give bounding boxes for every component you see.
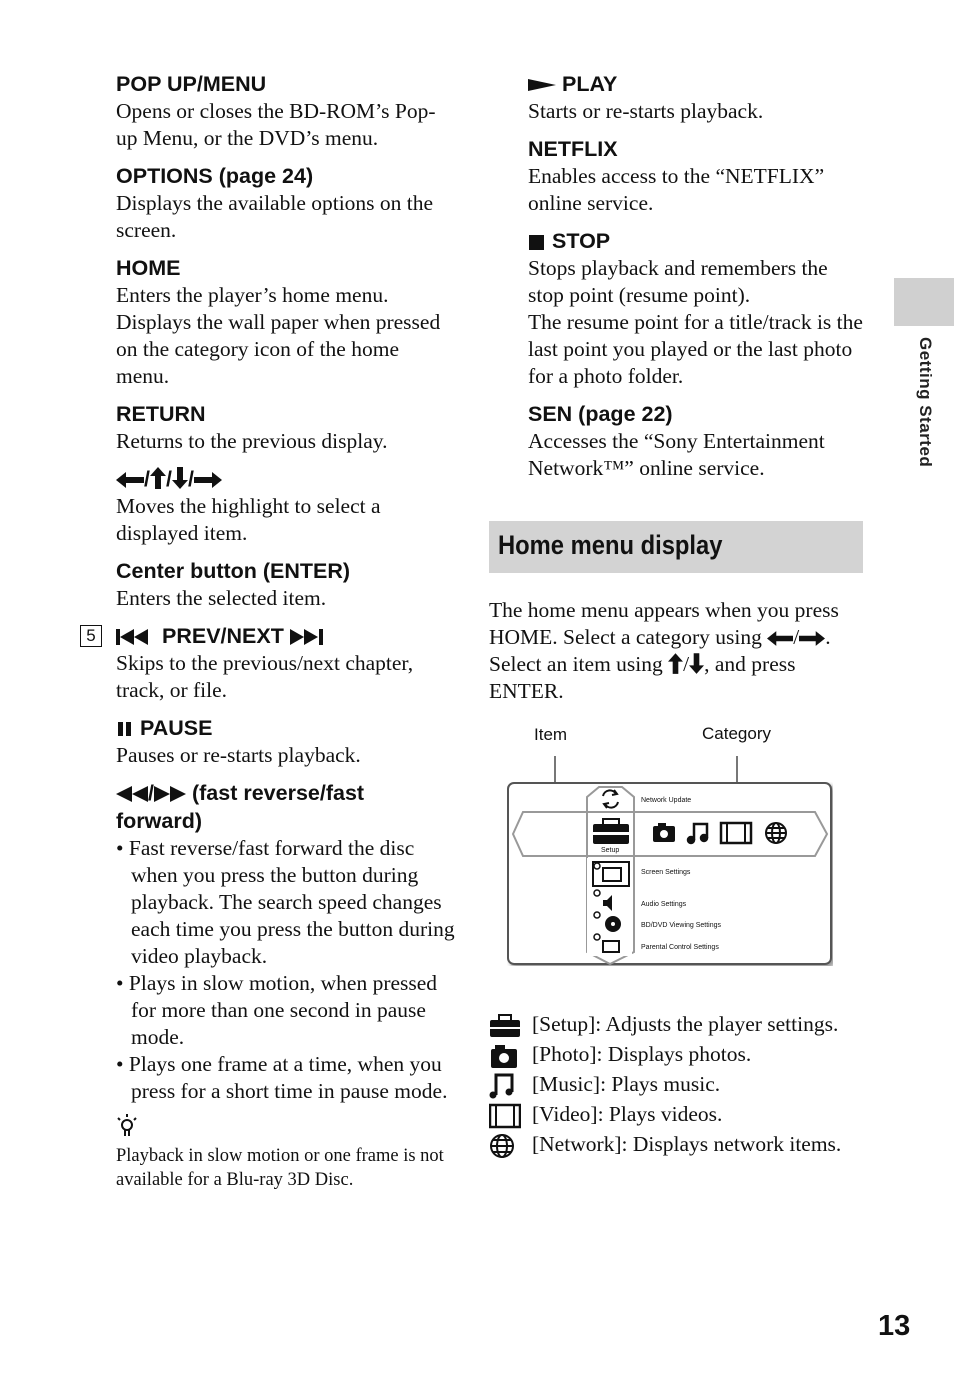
options-heading: OPTIONS (page 24) bbox=[116, 164, 314, 188]
category-text: [Photo]: Displays photos. bbox=[532, 1042, 752, 1066]
section-intro: The home menu appears when you press HOME. Select a category using / . Select an item using / , and press ENTER. bbox=[489, 598, 839, 703]
list-item: • Fast reverse/fast forward the disc when you press the button during playback. The search speed changes each time you press the button during video playback. bbox=[116, 836, 455, 968]
sen-heading: SEN (page 22) bbox=[528, 402, 673, 426]
arrow-left-icon bbox=[116, 471, 144, 489]
right-column bbox=[528, 70, 868, 486]
play-icon bbox=[528, 76, 556, 94]
menu-item-label: BD/DVD Viewing Settings bbox=[641, 922, 722, 929]
list-item bbox=[489, 1010, 889, 1040]
stop-text-1: Stops playback and remembers the stop point (resume point). bbox=[528, 256, 828, 307]
arrow-right-icon bbox=[799, 630, 825, 647]
popup-menu-text: Opens or closes the BD-ROM’s Pop-up Menu, or the DVD’s menu. bbox=[116, 99, 436, 150]
stop-heading bbox=[528, 227, 868, 255]
home-menu-diagram bbox=[507, 782, 833, 966]
film-icon bbox=[489, 1103, 521, 1129]
globe-icon bbox=[489, 1133, 521, 1159]
list-item bbox=[489, 1130, 889, 1160]
center-button-heading: Center button (ENTER) bbox=[116, 559, 351, 583]
return-heading: RETURN bbox=[116, 402, 206, 426]
sen-text: Accesses the “Sony Entertainment Network™” online service. bbox=[528, 429, 825, 480]
menu-item-label: Parental Control Settings bbox=[641, 944, 719, 951]
stop-icon bbox=[528, 233, 546, 251]
arrow-buttons-text: Moves the highlight to select a displayed item. bbox=[116, 494, 381, 545]
pause-text: Pauses or re-starts playback. bbox=[116, 743, 361, 767]
list-item: • Plays one frame at a time, when you press for a short time in pause mode. bbox=[116, 1052, 448, 1103]
home-text: Enters the player’s home menu. Displays the wall paper when pressed on the category icon of the home menu. bbox=[116, 283, 441, 388]
fast-heading: / (fast reverse/fast forward) bbox=[116, 781, 365, 833]
prev-next-label: PREV/NEXT bbox=[161, 624, 284, 648]
fast-label: (fast reverse/fast forward) bbox=[116, 781, 365, 833]
chapter-tab bbox=[894, 278, 954, 326]
return-text: Returns to the previous display. bbox=[116, 429, 388, 453]
section-title: Home menu display bbox=[498, 530, 723, 560]
chapter-label: Getting Started bbox=[916, 337, 935, 468]
stop-text-2: The resume point for a title/track is the last point you played or the last photo for a photo folder. bbox=[528, 310, 863, 388]
prev-icon bbox=[116, 628, 156, 646]
menu-item-label: Audio Settings bbox=[641, 901, 687, 908]
list-item bbox=[489, 1040, 889, 1070]
category-text: [Setup]: Adjusts the player settings. bbox=[532, 1012, 839, 1036]
prev-next-text: Skips to the previous/next chapter, track, or file. bbox=[116, 651, 414, 702]
list-item: • Plays in slow motion, when pressed for more than one second in pause mode. bbox=[116, 971, 438, 1049]
category-text: [Network]: Displays network items. bbox=[532, 1132, 842, 1156]
fast-forward-icon bbox=[154, 785, 186, 803]
music-note-icon bbox=[489, 1073, 521, 1099]
pause-label: PAUSE bbox=[139, 716, 213, 740]
left-column bbox=[86, 70, 456, 1192]
toolbox-icon bbox=[489, 1013, 521, 1039]
category-callout-label: Category bbox=[702, 724, 771, 743]
category-text: [Music]: Plays music. bbox=[532, 1072, 721, 1096]
setup-label: Setup bbox=[601, 847, 620, 854]
fast-reverse-icon bbox=[116, 785, 148, 803]
camera-icon bbox=[489, 1043, 521, 1069]
list-item bbox=[489, 1070, 889, 1100]
item-number-5: 5 bbox=[80, 625, 102, 647]
intro-text-1: The home menu appears when you press HOME. Select a category using bbox=[489, 598, 839, 649]
tip-text: Playback in slow motion or one frame is not available for a Blu-ray 3D Disc. bbox=[116, 1146, 444, 1190]
play-label: PLAY bbox=[561, 72, 618, 96]
center-button-text: Enters the selected item. bbox=[116, 586, 327, 610]
fast-bullet-list bbox=[116, 835, 456, 1105]
page-number: 13 bbox=[878, 1310, 911, 1342]
category-list bbox=[489, 1010, 889, 1160]
menu-item-label: Screen Settings bbox=[641, 869, 691, 876]
category-text: [Video]: Plays videos. bbox=[532, 1102, 723, 1126]
list-item bbox=[489, 1100, 889, 1130]
netflix-heading: NETFLIX bbox=[528, 137, 618, 161]
options-text: Displays the available options on the screen. bbox=[116, 191, 434, 242]
popup-menu-heading: POP UP/MENU bbox=[116, 72, 267, 96]
arrow-down-icon bbox=[172, 467, 188, 489]
pause-heading bbox=[116, 714, 456, 742]
arrow-right-icon bbox=[194, 471, 222, 489]
next-icon bbox=[290, 628, 326, 646]
arrow-up-icon bbox=[668, 653, 683, 674]
arrow-buttons-heading: / / / bbox=[116, 465, 456, 493]
item-callout-label: Item bbox=[534, 725, 568, 744]
play-text: Starts or re-starts playback. bbox=[528, 99, 764, 123]
intro-text-3: , and press ENTER. bbox=[489, 652, 796, 703]
section-header bbox=[489, 521, 863, 573]
stop-label: STOP bbox=[551, 229, 611, 253]
disc-icon bbox=[605, 916, 621, 932]
arrow-left-icon bbox=[767, 630, 793, 647]
home-heading: HOME bbox=[116, 256, 181, 280]
tip-icon bbox=[116, 1113, 138, 1139]
network-update-label: Network Update bbox=[641, 797, 692, 804]
pause-icon bbox=[116, 720, 134, 738]
intro-text-2: . Select an item using bbox=[489, 625, 831, 676]
arrow-down-icon bbox=[689, 653, 704, 674]
arrow-up-icon bbox=[150, 467, 166, 489]
prev-next-heading bbox=[116, 622, 456, 650]
play-heading bbox=[528, 70, 868, 98]
netflix-text: Enables access to the “NETFLIX” online service. bbox=[528, 164, 825, 215]
